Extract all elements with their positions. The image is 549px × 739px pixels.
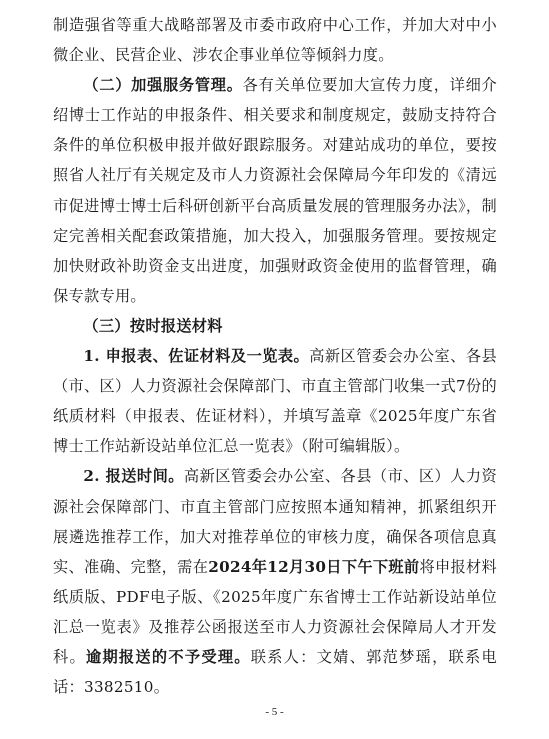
item-body-continued: 将申报材料纸质版、PDF电子版、《2025年度广东省博士工作站新设站单位汇总一览表》及推荐公函报送至市人力资源社会保障局人才开发科。: [53, 557, 498, 666]
section-body: 各有关单位要加大宣传力度，详细介绍博士工作站的申报条件、相关要求和制度规定，鼓励支持符合条件的单位积极申报并做好跟踪服务。对建站成功的单位，要按照省人社厅有关规定及市人力资源社会保障局今年印发的《清远市促进博士博士后科研创新平台高质量发展的管理服务办法》，制定完善相关配套政策措施，加大投入，加强服务管理。要按规定加快财政补助资金支出进度，加强财政资金使用的监督管理，确保专款专用。: [53, 76, 497, 305]
document-body: [53, 10, 497, 702]
item-application-forms: [53, 341, 497, 461]
section-heading: （三）按时报送材料: [83, 316, 223, 335]
paragraph-text: 制造强省等重大战略部署及市委市政府中心工作，并加大对中小微企业、民营企业、涉农企事业单位等倾斜力度。: [53, 16, 497, 65]
late-submission-warning: 逾期报送的不予受理。: [85, 647, 251, 666]
contact-info: 联系人：文婧、郭范梦瑶，联系电话：3382510。: [53, 647, 498, 697]
section-service-management: [53, 70, 497, 311]
deadline-text: 2024年12月30日下午下班前: [208, 557, 420, 576]
paragraph-continuation: [53, 10, 497, 70]
section-submit-materials: [53, 311, 497, 341]
item-lead: 2. 报送时间。: [83, 467, 184, 486]
item-body: 高新区管委会办公室、各县（市、区）人力资源社会保障部门、市直主管部门收集一式7份的纸质材料（申报表、佐证材料），并填写盖章《2025年度广东省博士工作站新设站单位汇总一览表》（附可编辑版）。: [53, 347, 497, 456]
item-lead: 1. 申报表、佐证材料及一览表。: [83, 347, 310, 366]
item-submission-time: [53, 461, 497, 702]
section-heading: （二）加强服务管理。: [83, 76, 243, 95]
item-body: 高新区管委会办公室、各县（市、区）人力资源社会保障部门、市直主管部门应按照本通知精神，抓紧组织开展遴选推荐工作，加大对推荐单位的审核力度，确保各项信息真实、准确、完整，需在: [53, 467, 497, 576]
page-number: - 5 -: [265, 706, 284, 718]
